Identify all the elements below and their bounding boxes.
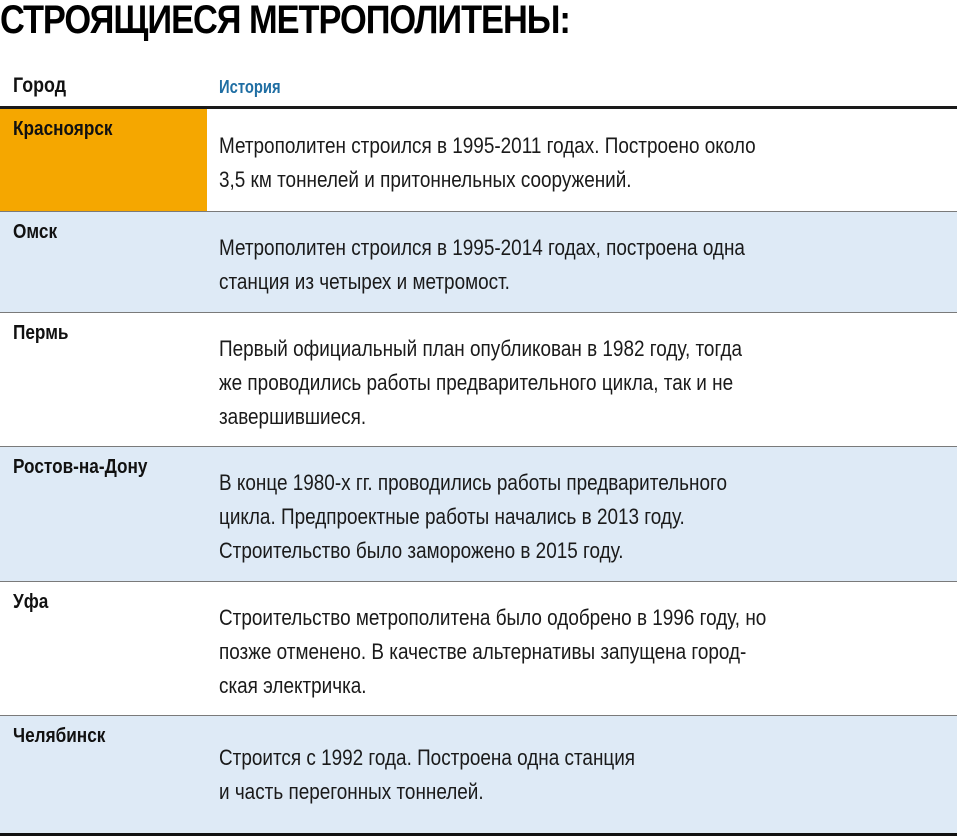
history-cell: В конце 1980-х гг. проводились работы предварительного цикла. Предпроектные работы начались в 2013 году. Строительство было заморожено в 2015 году. [219,470,727,563]
city-cell: Красноярск [0,109,207,211]
table-row [0,212,957,313]
city-cell: Ростов-на-Дону [13,456,148,478]
table-row [0,716,957,836]
header-city: Город [13,74,67,97]
table-row [0,582,957,716]
history-cell: Строится с 1992 года. Построена одна станция и часть перегонных тоннелей. [219,745,636,804]
city-cell: Пермь [13,322,69,344]
header-history: История [219,77,281,97]
table-row [0,109,957,212]
history-cell: Первый официальный план опубликован в 1982 году, тогда же проводились работы предварительного цикла, так и не завершившиеся. [219,336,743,429]
table-header [0,70,957,109]
city-cell: Челябинск [13,725,106,747]
city-cell: Омск [13,221,58,243]
city-cell: Уфа [13,591,49,613]
metro-table [0,70,957,836]
history-cell: Метрополитен строился в 1995-2011 годах. Построено около 3,5 км тоннелей и притоннельных сооружений. [219,133,756,192]
history-cell: Метрополитен строился в 1995-2014 годах, построена одна станция из четырех и метромост. [219,235,745,294]
history-cell: Строительство метрополитена было одобрено в 1996 году, но позже отменено. В качестве альтернативы запущена город- ская электричка. [219,605,767,698]
page-title: СТРОЯЩИЕСЯ МЕТРОПОЛИТЕНЫ: [0,0,570,42]
table-row [0,447,957,582]
table-row [0,313,957,447]
